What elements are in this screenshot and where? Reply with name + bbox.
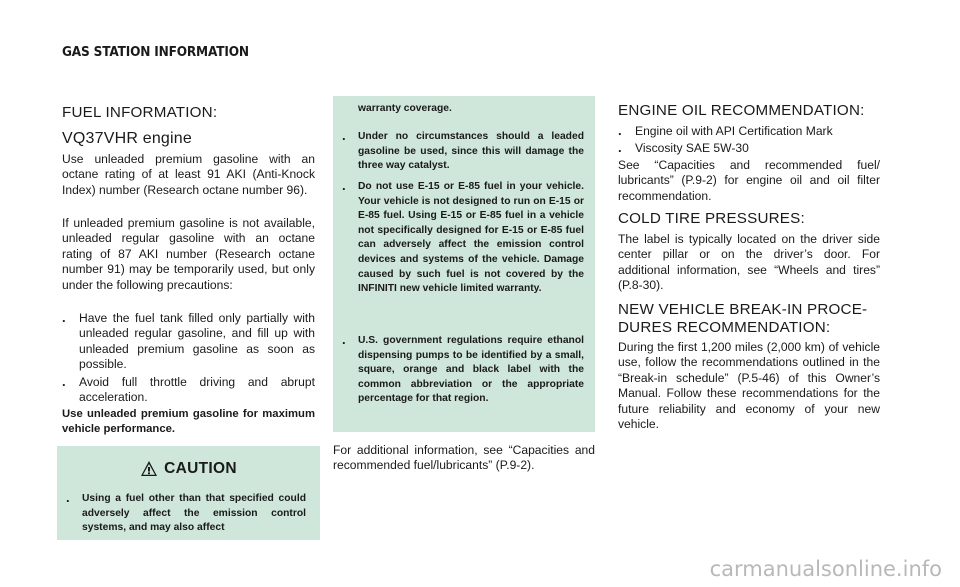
bullet-icon: .: [342, 178, 346, 193]
caution-item: [342, 130, 584, 174]
caution-item: [66, 492, 306, 536]
bullet-icon: .: [342, 128, 346, 143]
caution-text: Do not use E-15 or E-85 fuel in your vehicle. Your vehicle is not designed to run on E-15 or E-85 fuel. Using E-15 or E-85 fuel in a vehicle not specifically designed for E-15 or E-85 fuel can adversely affect the emission control devices and systems of the vehicle. Damage caused by such fuel is not covered by the INFINITI new vehicle limited warranty.: [358, 181, 584, 295]
fuel-paragraph-1: Use unleaded premium gasoline with an octane rating of at least 91 AKI (Anti-Knock Index) number (Research octane number 96).: [62, 152, 315, 197]
fuel-paragraph-2: If unleaded premium gasoline is not available, unleaded regular gasoline with an octane rating of 87 AKI number (Research octane number 91) may be temporarily used, but only under the following precautions:: [62, 216, 315, 292]
fuel-info-heading: FUEL INFORMATION:: [62, 104, 218, 121]
caution-item: [342, 334, 584, 407]
tire-pressure-paragraph: The label is typically located on the driver side center pillar or on the driver’s door. For additional information, see “Wheels and tires” (P.8-30).: [618, 232, 880, 293]
bullet-icon: .: [62, 374, 66, 389]
caution-label: CAUTION: [164, 460, 237, 477]
engine-oil-paragraph: See “Capacities and recommended fuel/ lubricants” (P.9-2) for engine oil and oil filter recommendation.: [618, 158, 880, 203]
performance-note: Use unleaded premium gasoline for maximum vehicle performance.: [62, 408, 315, 435]
additional-info: For additional information, see “Capacities and recommended fuel/lubricants” (P.9-2).: [333, 443, 595, 473]
break-in-heading-line2: DURES RECOMMENDATION:: [618, 319, 831, 336]
tire-pressure-heading: COLD TIRE PRESSURES:: [618, 210, 805, 227]
engine-oil-heading: ENGINE OIL RECOMMENDATION:: [618, 102, 865, 119]
break-in-heading-line1: NEW VEHICLE BREAK-IN PROCE-: [618, 301, 868, 318]
bullet-text: Engine oil with API Certification Mark: [635, 124, 833, 138]
list-item: [618, 141, 880, 156]
caution-text: Using a fuel other than that specified could adversely affect the emission control systems, and may also affect: [82, 493, 306, 534]
caution-title: [57, 460, 320, 478]
caution-text: Under no circumstances should a leaded gasoline be used, since this will damage the three way catalyst.: [358, 131, 584, 172]
list-item: [62, 375, 315, 406]
bullet-icon: .: [66, 490, 70, 505]
list-item: [618, 124, 880, 139]
bullet-text: Avoid full throttle driving and abrupt acceleration.: [79, 375, 315, 405]
caution-item: [342, 180, 584, 297]
caution-text: U.S. government regulations require ethanol dispensing pumps to be identified by a small, square, orange and black label with the common abbreviation or the appropriate percentage for that region.: [358, 335, 584, 405]
section-header: GAS STATION INFORMATION: [62, 44, 249, 60]
caution-box-continued: [333, 96, 595, 432]
warning-icon: [140, 460, 158, 477]
engine-subheading: VQ37VHR engine: [62, 130, 192, 147]
list-item: [62, 311, 315, 373]
caution-box: [57, 446, 320, 540]
bullet-text: Viscosity SAE 5W-30: [635, 141, 749, 155]
watermark: carmanualsonline.info: [709, 557, 942, 581]
bullet-icon: .: [618, 123, 622, 138]
caution-item: [342, 102, 584, 117]
bullet-icon: .: [342, 332, 346, 347]
bullet-icon: .: [62, 310, 66, 325]
bullet-icon: .: [618, 140, 622, 155]
caution-text: warranty coverage.: [358, 103, 452, 114]
break-in-paragraph: During the first 1,200 miles (2,000 km) of vehicle use, follow the recommendations outlined in the “Break-in schedule” (P.5-46) of this Owner’s Manual. Follow these recommendations for the future reliability and economy of your new vehicle.: [618, 340, 880, 432]
bullet-text: Have the fuel tank filled only partially with unleaded regular gasoline, and fill up with unleaded premium gasoline as soon as possible.: [79, 311, 315, 372]
